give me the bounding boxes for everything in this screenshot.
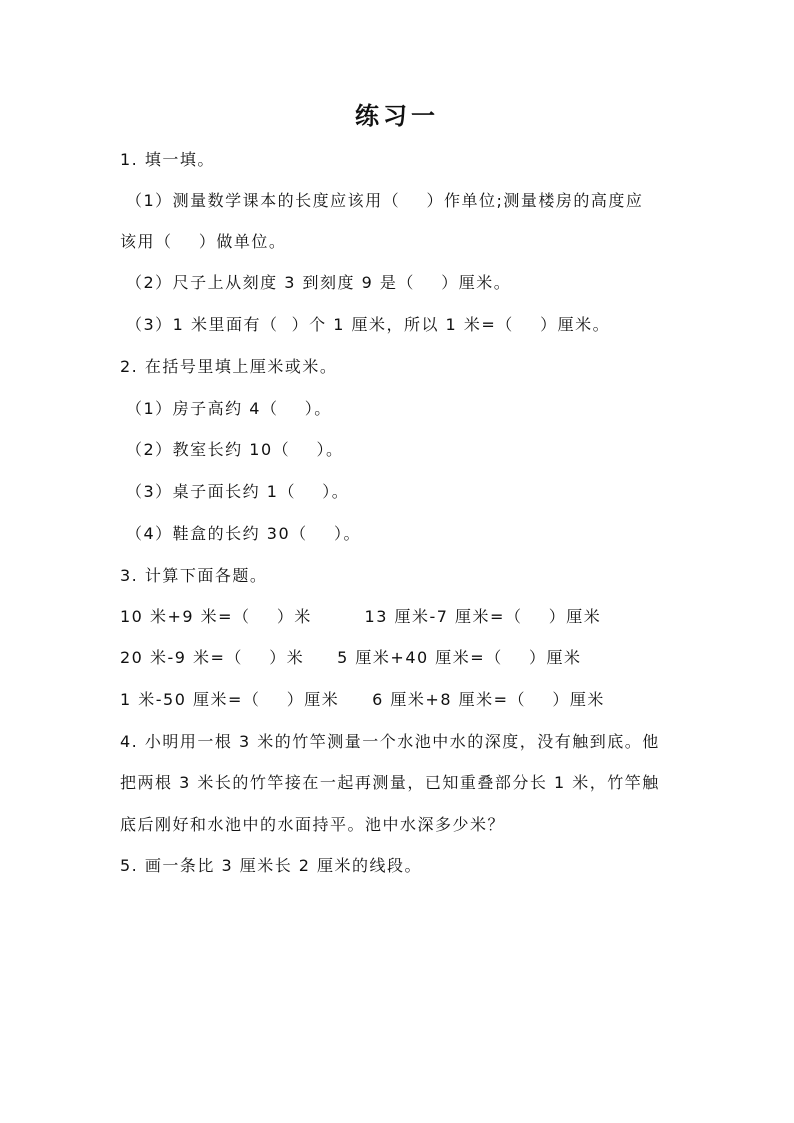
section-4-line-2: 把两根 3 米长的竹竿接在一起再测量，已知重叠部分长 1 米，竹竿触 <box>120 773 660 792</box>
section-4-line-3: 底后刚好和水池中的水面持平。池中水深多少米？ <box>120 815 506 834</box>
question-2-1: （1）房子高约 4（ ）。 <box>126 399 332 418</box>
section-1-heading: 1. 填一填。 <box>120 150 215 169</box>
section-2-heading: 2. 在括号里填上厘米或米。 <box>120 357 338 376</box>
calc-row-3: 1 米-50 厘米=（ ）厘米 6 厘米+8 厘米=（ ）厘米 <box>120 690 605 709</box>
page-title: 练习一 <box>355 102 439 130</box>
section-5-heading: 5. 画一条比 3 厘米长 2 厘米的线段。 <box>120 856 423 875</box>
section-3-heading: 3. 计算下面各题。 <box>120 566 268 585</box>
calc-row-2: 20 米-9 米=（ ）米 5 厘米+40 厘米=（ ）厘米 <box>120 648 582 667</box>
question-2-4: （4）鞋盒的长约 30（ ）。 <box>126 524 361 543</box>
question-1-1-line-2: 该用（ ）做单位。 <box>120 232 287 251</box>
question-2-3: （3）桌子面长约 1（ ）。 <box>126 482 350 501</box>
calc-row-1: 10 米+9 米=（ ）米 13 厘米-7 厘米=（ ）厘米 <box>120 607 602 626</box>
question-2-2: （2）教室长约 10（ ）。 <box>126 440 344 459</box>
question-1-3: （3）1 米里面有（ ）个 1 厘米，所以 1 米=（ ）厘米。 <box>126 315 611 334</box>
question-1-1-line-1: （1）测量数学课本的长度应该用（ ）作单位;测量楼房的高度应 <box>126 191 644 210</box>
question-1-2: （2）尺子上从刻度 3 到刻度 9 是（ ）厘米。 <box>126 273 512 292</box>
section-4-line-1: 4. 小明用一根 3 米的竹竿测量一个水池中水的深度，没有触到底。他 <box>120 732 660 751</box>
